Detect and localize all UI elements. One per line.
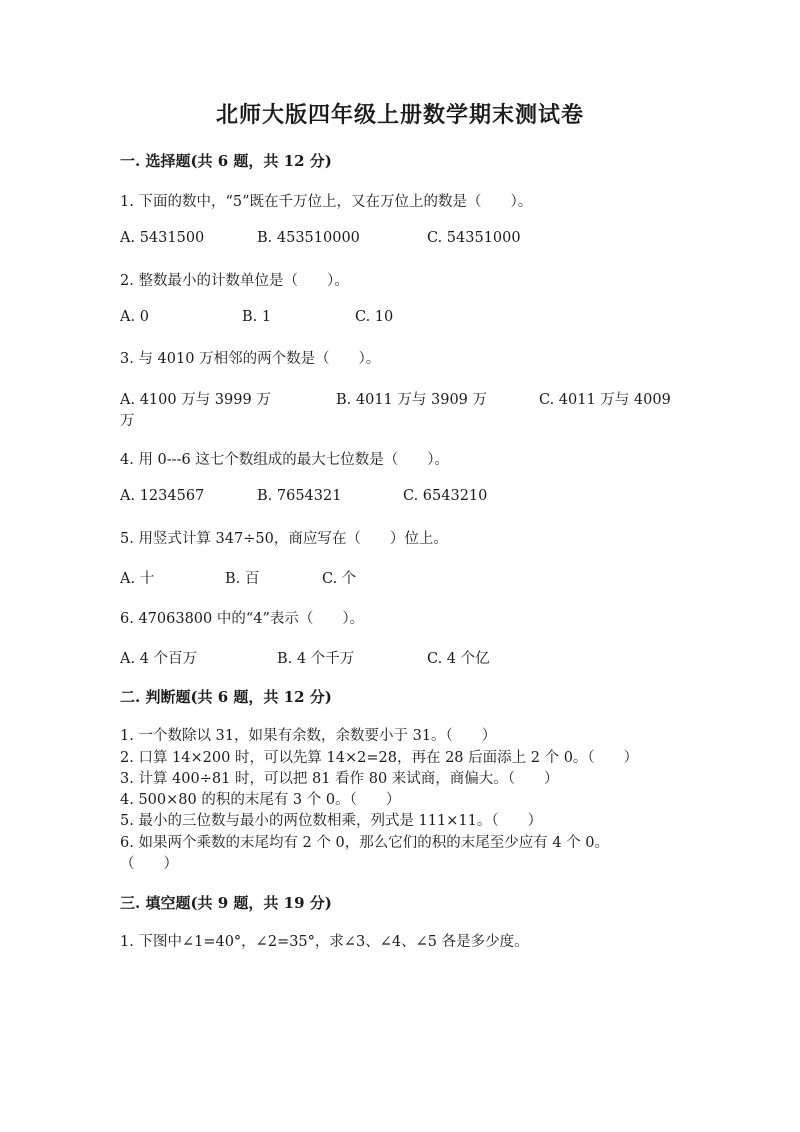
section-heading-choice: 一. 选择题(共 6 题，共 12 分) (120, 152, 332, 170)
q2-option-b: B. 1 (242, 309, 272, 325)
q4-option-c: C. 6543210 (403, 488, 488, 504)
question-6: 6. 47063800 中的“4”表示（ ）。 (120, 611, 365, 627)
question-3: 3. 与 4010 万相邻的两个数是（ ）。 (120, 351, 381, 367)
q3-option-a: A. 4100 万与 3999 万 (120, 392, 271, 408)
judgement-item-2: 2. 口算 14×200 时，可以先算 14×2=28，再在 28 后面添上 2 个 0。（ ） (120, 750, 639, 766)
q2-option-a: A. 0 (120, 309, 149, 325)
q6-option-a: A. 4 个百万 (120, 651, 198, 667)
question-5: 5. 用竖式计算 347÷50，商应写在（ ）位上。 (120, 531, 448, 547)
page-title: 北师大版四年级上册数学期末测试卷 (215, 102, 584, 128)
q6-option-c: C. 4 个亿 (427, 651, 490, 667)
q3-option-c: C. 4011 万与 4009 (539, 392, 671, 408)
judgement-item-4: 4. 500×80 的积的末尾有 3 个 0。（ ） (120, 792, 401, 808)
section-heading-fill: 三. 填空题(共 9 题，共 19 分) (120, 894, 332, 912)
q1-option-a: A. 5431500 (120, 230, 205, 246)
judgement-item-5: 5. 最小的三位数与最小的两位数相乘，列式是 111×11。（ ） (120, 813, 543, 829)
section-heading-judgement: 二. 判断题(共 6 题，共 12 分) (120, 688, 332, 706)
q2-option-c: C. 10 (355, 309, 394, 325)
q3-option-c-wrap: 万 (120, 413, 135, 429)
judgement-item-6-wrap: （ ） (120, 856, 178, 872)
q4-option-a: A. 1234567 (120, 488, 205, 504)
q3-option-b: B. 4011 万与 3909 万 (336, 392, 488, 408)
q6-option-b: B. 4 个千万 (277, 651, 355, 667)
q5-option-b: B. 百 (225, 571, 260, 587)
q1-option-b: B. 453510000 (257, 230, 360, 246)
q5-option-a: A. 十 (120, 571, 155, 587)
judgement-item-1: 1. 一个数除以 31，如果有余数，余数要小于 31。（ ） (120, 728, 497, 744)
q5-option-c: C. 个 (322, 571, 357, 587)
q1-option-c: C. 54351000 (427, 230, 521, 246)
judgement-item-6: 6. 如果两个乘数的末尾均有 2 个 0，那么它们的积的末尾至少应有 4 个 0。 (120, 835, 609, 851)
judgement-item-3: 3. 计算 400÷81 时，可以把 81 看作 80 来试商，商偏大。（ ） (120, 771, 559, 787)
question-2: 2. 整数最小的计数单位是（ ）。 (120, 273, 349, 289)
fill-item-1: 1. 下图中∠1=40°，∠2=35°，求∠3、∠4、∠5 各是多少度。 (120, 934, 529, 950)
q4-option-b: B. 7654321 (257, 488, 342, 504)
question-4: 4. 用 0---6 这七个数组成的最大七位数是（ ）。 (120, 452, 450, 468)
question-1: 1. 下面的数中，“5”既在千万位上，又在万位上的数是（ ）。 (120, 194, 533, 210)
